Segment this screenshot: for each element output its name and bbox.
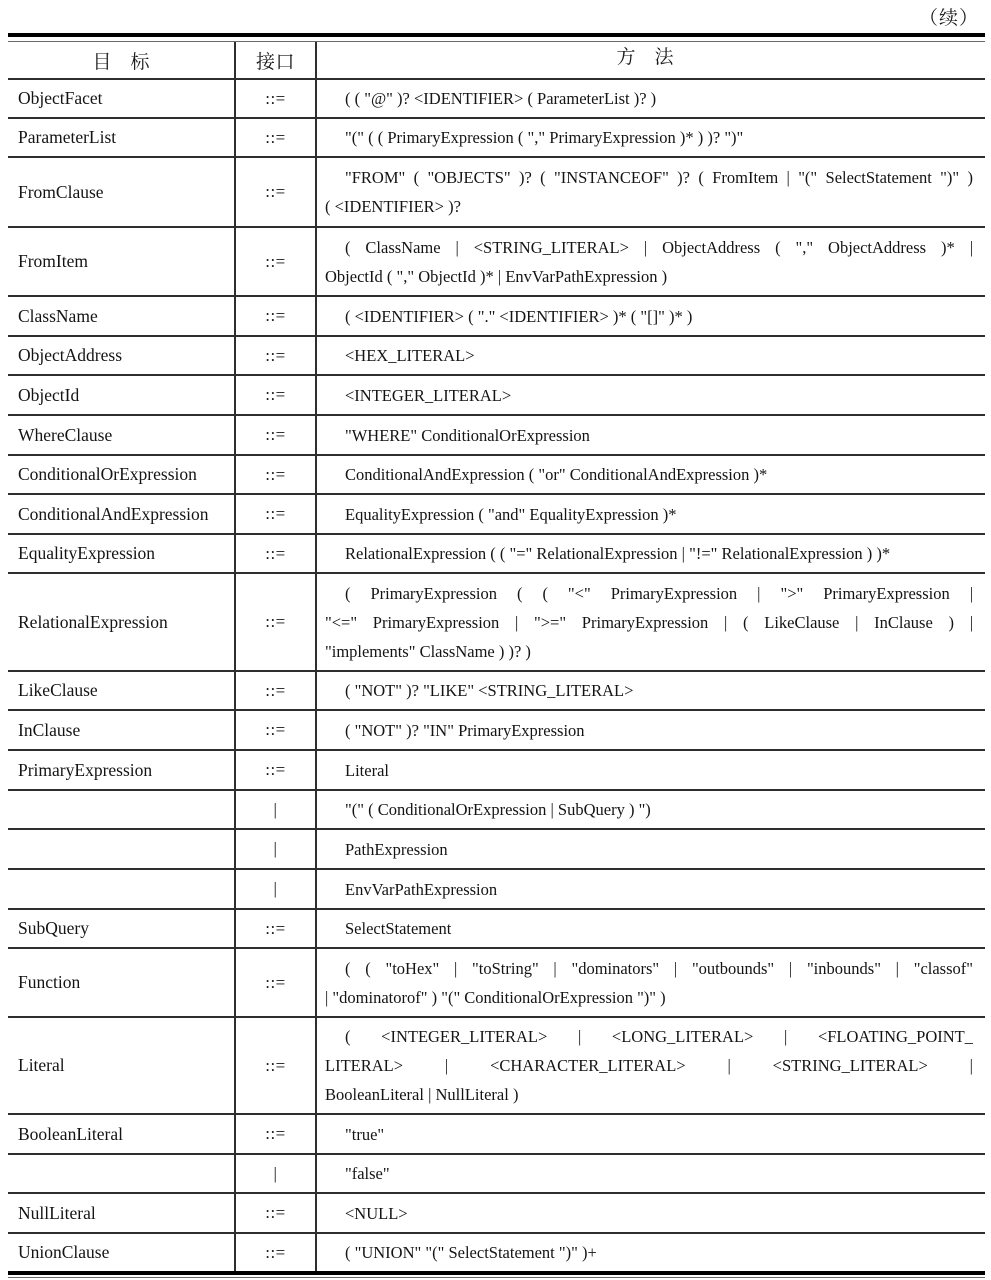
production-line: ( "NOT" )? "LIKE" <STRING_LITERAL>: [345, 681, 634, 700]
grammar-production-cell: [317, 1155, 985, 1192]
table-row: [8, 830, 985, 870]
table-row: [8, 456, 985, 495]
table-row: [8, 376, 985, 416]
table-row: [8, 1018, 985, 1115]
alternative-op-cell: |: [236, 830, 317, 868]
define-op-cell: ::=: [236, 949, 317, 1016]
table-row: [8, 297, 985, 337]
production-line: ( "UNION" "(" SelectStatement ")" )+: [345, 1243, 597, 1262]
define-op-cell: ::=: [236, 80, 317, 117]
production-line: <HEX_LITERAL>: [345, 346, 475, 365]
grammar-target-cell: ConditionalOrExpression: [8, 456, 236, 493]
table-row: [8, 228, 985, 297]
grammar-target-cell: ObjectAddress: [8, 337, 236, 374]
grammar-target-cell: PrimaryExpression: [8, 751, 236, 789]
grammar-target-cell: Literal: [8, 1018, 236, 1113]
production-line: ( <IDENTIFIER> )?: [325, 197, 461, 216]
grammar-production-cell: [317, 495, 985, 533]
grammar-production-cell: [317, 870, 985, 908]
production-line: "FROM" ( "OBJECTS" )? ( "INSTANCEOF" )? ( FromItem | "(" SelectStatement ")" ): [345, 168, 973, 187]
grammar-production-cell: [317, 158, 985, 226]
grammar-target-cell: [8, 791, 236, 828]
production-line: "WHERE" ConditionalOrExpression: [345, 425, 590, 445]
table-row: [8, 791, 985, 830]
table-row: [8, 751, 985, 791]
define-op-cell: ::=: [236, 574, 317, 670]
grammar-production-cell: [317, 337, 985, 374]
grammar-target-cell: FromClause: [8, 158, 236, 226]
production-line: "false": [345, 1164, 390, 1183]
table-row: [8, 949, 985, 1018]
table-row: [8, 1115, 985, 1155]
define-op-cell: ::=: [236, 158, 317, 226]
production-line: "<=" PrimaryExpression | ">=" PrimaryExpression | ( LikeClause | InClause ) |: [325, 612, 973, 632]
production-line: ObjectId ( "," ObjectId )* | EnvVarPathExpression ): [325, 266, 668, 286]
define-op-cell: ::=: [236, 751, 317, 789]
define-op-cell: ::=: [236, 910, 317, 947]
grammar-target-cell: ObjectFacet: [8, 80, 236, 117]
grammar-production-cell: [317, 910, 985, 947]
production-line: Literal: [345, 760, 389, 780]
define-op-cell: ::=: [236, 297, 317, 335]
production-line: ( ( "toHex" | "toString" | "dominators" | "outbounds" | "inbounds" | "classof": [345, 958, 973, 978]
production-line: PathExpression: [345, 839, 448, 859]
grammar-production-cell: [317, 1018, 985, 1113]
header-target: 目 标: [8, 42, 236, 78]
table-row: [8, 910, 985, 949]
grammar-target-cell: ConditionalAndExpression: [8, 495, 236, 533]
grammar-production-cell: [317, 119, 985, 156]
grammar-target-cell: Function: [8, 949, 236, 1016]
grammar-target-cell: LikeClause: [8, 672, 236, 709]
grammar-production-cell: [317, 751, 985, 789]
alternative-op-cell: |: [236, 870, 317, 908]
alternative-op-cell: |: [236, 791, 317, 828]
define-op-cell: ::=: [236, 376, 317, 414]
header-method: 方 法: [616, 47, 674, 68]
grammar-production-cell: [317, 535, 985, 572]
grammar-production-cell: [317, 672, 985, 709]
table-row: [8, 80, 985, 119]
production-line: BooleanLiteral | NullLiteral ): [325, 1085, 519, 1104]
grammar-target-cell: InClause: [8, 711, 236, 749]
grammar-target-cell: FromItem: [8, 228, 236, 295]
production-line: ( <INTEGER_LITERAL> | <LONG_LITERAL> | <FLOATING_POINT_: [345, 1027, 973, 1046]
grammar-target-cell: [8, 1155, 236, 1192]
grammar-production-cell: [317, 949, 985, 1016]
production-line: <NULL>: [345, 1203, 408, 1223]
production-line: ( PrimaryExpression ( ( "<" PrimaryExpression | ">" PrimaryExpression |: [345, 583, 973, 603]
define-op-cell: ::=: [236, 672, 317, 709]
grammar-target-cell: NullLiteral: [8, 1194, 236, 1232]
define-op-cell: ::=: [236, 711, 317, 749]
grammar-target-cell: [8, 870, 236, 908]
grammar-production-cell: [317, 1115, 985, 1153]
production-line: ( ( "@" )? <IDENTIFIER> ( ParameterList )? ): [345, 89, 657, 108]
grammar-target-cell: ParameterList: [8, 119, 236, 156]
define-op-cell: ::=: [236, 337, 317, 374]
production-line: "implements" ClassName ) )? ): [325, 641, 531, 661]
grammar-target-cell: BooleanLiteral: [8, 1115, 236, 1153]
continued-marker: （续）: [918, 8, 979, 29]
grammar-target-cell: UnionClause: [8, 1234, 236, 1271]
table-row: [8, 672, 985, 711]
define-op-cell: ::=: [236, 1234, 317, 1271]
define-op-cell: ::=: [236, 416, 317, 454]
production-line: ( <IDENTIFIER> ( "." <IDENTIFIER> )* ( "[]" )* ): [345, 306, 693, 326]
production-line: EqualityExpression ( "and" EqualityExpression )*: [345, 504, 677, 524]
production-line: | "dominatorof" ) "(" ConditionalOrExpression ")" ): [325, 987, 666, 1007]
grammar-production-cell: [317, 297, 985, 335]
grammar-production-cell: [317, 376, 985, 414]
header-op: 接口: [236, 42, 317, 78]
production-line: <INTEGER_LITERAL>: [345, 385, 512, 405]
grammar-target-cell: WhereClause: [8, 416, 236, 454]
table-row: [8, 711, 985, 751]
grammar-target-cell: RelationalExpression: [8, 574, 236, 670]
table-row: [8, 416, 985, 456]
production-line: "(" ( ConditionalOrExpression | SubQuery ) "): [345, 800, 651, 819]
grammar-production-cell: [317, 1234, 985, 1271]
table-body: [8, 80, 985, 1271]
define-op-cell: ::=: [236, 456, 317, 493]
production-line: RelationalExpression ( ( "=" RelationalExpression | "!=" RelationalExpression ) )*: [345, 544, 891, 563]
grammar-production-cell: [317, 791, 985, 828]
define-op-cell: ::=: [236, 495, 317, 533]
grammar-production-cell: [317, 1194, 985, 1232]
define-op-cell: ::=: [236, 1018, 317, 1113]
production-line: ConditionalAndExpression ( "or" ConditionalAndExpression )*: [345, 465, 768, 484]
grammar-production-cell: [317, 416, 985, 454]
table-row: [8, 1155, 985, 1194]
grammar-target-cell: ClassName: [8, 297, 236, 335]
table-row: [8, 1194, 985, 1234]
define-op-cell: ::=: [236, 1194, 317, 1232]
table-row: [8, 495, 985, 535]
grammar-target-cell: ObjectId: [8, 376, 236, 414]
grammar-production-cell: [317, 456, 985, 493]
grammar-production-cell: [317, 574, 985, 670]
production-line: ( ClassName | <STRING_LITERAL> | ObjectAddress ( "," ObjectAddress )* |: [345, 237, 973, 257]
production-line: SelectStatement: [345, 919, 452, 938]
grammar-production-cell: [317, 80, 985, 117]
production-line: EnvVarPathExpression: [345, 879, 498, 899]
table-row: [8, 870, 985, 910]
alternative-op-cell: |: [236, 1155, 317, 1192]
table-row: [8, 535, 985, 574]
table-row: [8, 1234, 985, 1271]
table-row: [8, 574, 985, 672]
grammar-production-cell: [317, 228, 985, 295]
grammar-table: [8, 33, 985, 1278]
production-line: "(" ( ( PrimaryExpression ( "," PrimaryExpression )* ) )? ")": [345, 128, 744, 147]
production-line: LITERAL> | <CHARACTER_LITERAL> | <STRING_LITERAL> |: [325, 1056, 973, 1075]
grammar-production-cell: [317, 830, 985, 868]
grammar-production-cell: [317, 711, 985, 749]
define-op-cell: ::=: [236, 535, 317, 572]
production-line: ( "NOT" )? "IN" PrimaryExpression: [345, 720, 585, 740]
define-op-cell: ::=: [236, 1115, 317, 1153]
define-op-cell: ::=: [236, 228, 317, 295]
grammar-target-cell: [8, 830, 236, 868]
table-row: [8, 119, 985, 158]
table-header-row: [8, 42, 985, 80]
table-bottom-thin-rule: [8, 1277, 985, 1278]
grammar-target-cell: SubQuery: [8, 910, 236, 947]
production-line: "true": [345, 1124, 385, 1144]
table-row: [8, 337, 985, 376]
grammar-target-cell: EqualityExpression: [8, 535, 236, 572]
define-op-cell: ::=: [236, 119, 317, 156]
table-row: [8, 158, 985, 228]
